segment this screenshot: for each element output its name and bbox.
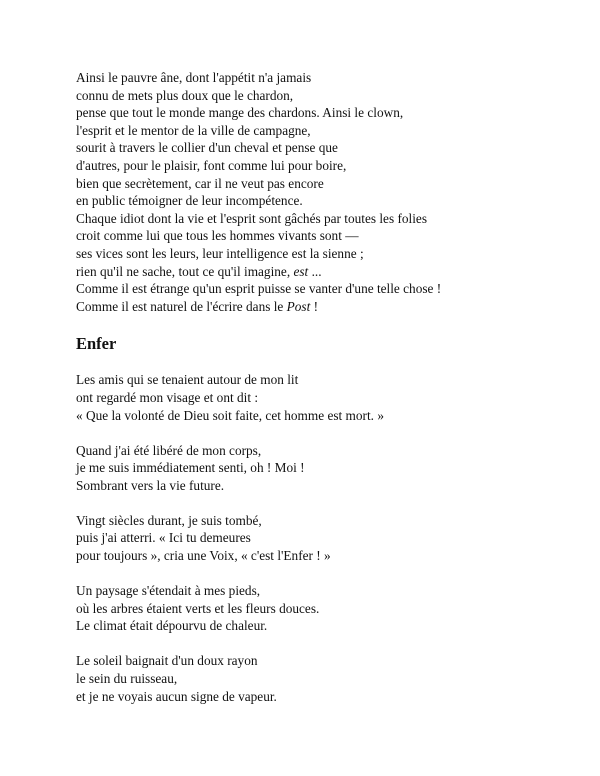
poem-line: et je ne voyais aucun signe de vapeur. [76, 688, 277, 704]
poem-stanza [76, 442, 576, 495]
poem-line: Chaque idiot dont la vie et l'esprit sont gâchés par toutes les folies [76, 210, 427, 226]
line-text: ! [310, 298, 319, 314]
poem-stanza [76, 69, 576, 315]
line-emphasis: Post [286, 298, 311, 314]
poem-line: Ainsi le pauvre âne, dont l'appétit n'a jamais [76, 70, 312, 85]
poem-line [76, 263, 576, 281]
stanza-gap [76, 424, 576, 442]
poem-stanza [76, 582, 576, 635]
poem-line: Vingt siècles durant, je suis tombé, [76, 512, 262, 528]
poem-line: croit comme lui que tous les hommes vivants sont — [76, 228, 359, 244]
poem-line: connu de mets plus doux que le chardon, [76, 87, 294, 103]
poem-line: sourit à travers le collier d'un cheval et pense que [76, 140, 338, 156]
poem-line: le sein du ruisseau, [76, 671, 178, 687]
poem-line: ses vices sont les leurs, leur intelligence est la sienne ; [76, 245, 364, 261]
poem-line: Les amis qui se tenaient autour de mon lit [76, 372, 299, 388]
line-text: ... [308, 263, 322, 279]
stanza-gap [76, 635, 576, 653]
poem-line: ont regardé mon visage et ont dit : [76, 389, 259, 405]
poem-line: Un paysage s'étendait à mes pieds, [76, 583, 261, 599]
poem-line: puis j'ai atterri. « Ici tu demeures [76, 530, 251, 546]
stanza-gap [76, 565, 576, 583]
stanza-gap [76, 494, 576, 512]
line-text: Comme il est naturel de l'écrire dans le [76, 298, 287, 314]
poem-line: où les arbres étaient verts et les fleurs douces. [76, 600, 320, 616]
poem-line: d'autres, pour le plaisir, font comme lui pour boire, [76, 157, 347, 173]
poem-line: Le soleil baignait d'un doux rayon [76, 653, 258, 669]
poem-stanza [76, 652, 576, 705]
poem-line: pense que tout le monde mange des chardons. Ainsi le clown, [76, 105, 404, 121]
poem-line: je me suis immédiatement senti, oh ! Moi ! [76, 460, 305, 476]
poem-line: Sombrant vers la vie future. [76, 477, 225, 493]
poem-stanza [76, 371, 576, 424]
document-page [76, 69, 576, 705]
line-emphasis: est [293, 263, 309, 279]
poem-line: pour toujours », cria une Voix, « c'est l'Enfer ! » [76, 548, 331, 564]
poem-title: Enfer [76, 334, 117, 354]
poem-line: en public témoigner de leur incompétence. [76, 193, 303, 209]
poem-stanza [76, 512, 576, 565]
poem-line: Le climat était dépourvu de chaleur. [76, 618, 268, 634]
poem-line: l'esprit et le mentor de la ville de campagne, [76, 122, 311, 138]
line-text: rien qu'il ne sache, tout ce qu'il imagine, [76, 263, 294, 279]
poem-line: Comme il est étrange qu'un esprit puisse se vanter d'une telle chose ! [76, 281, 442, 297]
poem-line: Quand j'ai été libéré de mon corps, [76, 442, 262, 458]
poem-line: « Que la volonté de Dieu soit faite, cet homme est mort. » [76, 407, 384, 423]
poem-line [76, 298, 576, 316]
poem-line: bien que secrètement, car il ne veut pas encore [76, 175, 324, 191]
